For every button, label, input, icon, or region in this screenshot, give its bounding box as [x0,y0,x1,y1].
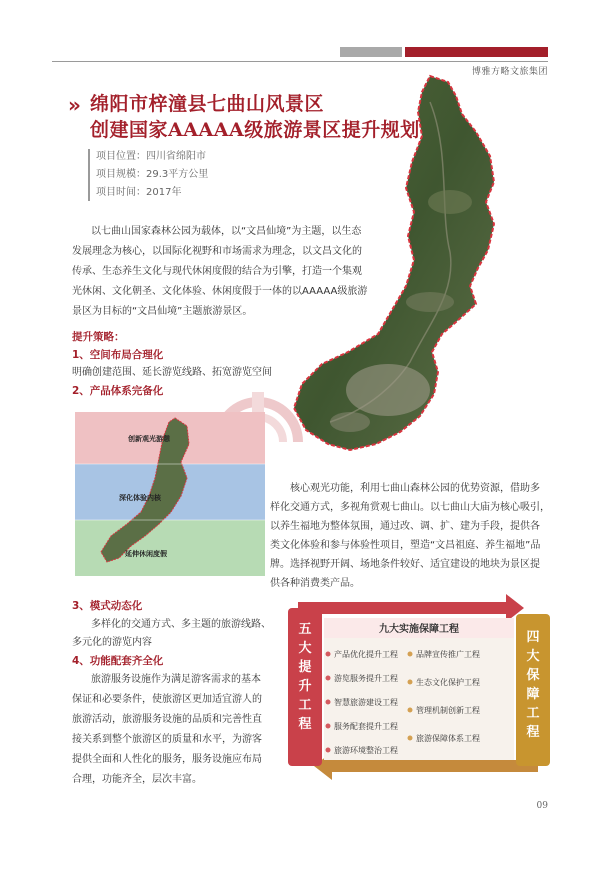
strategy-item-1-text: 明确创建范围、延长游览线路、拓宽游览空间 [72,367,272,378]
title-chevron-icon: » [68,93,81,117]
header-rule [52,61,548,62]
zone-label-innovation: 创新观光游憩 [128,435,170,443]
facility-line-1: 旅游服务设施作为满足游客需求的基本 [91,674,261,685]
page-title-line1: 绵阳市梓潼县七曲山风景区 [90,93,325,115]
project-brand-promotion: 品牌宣传推广工程 [416,650,480,659]
facility-line-3: 旅游活动，旅游服务设施的品质和完善性直 [72,714,262,725]
facility-title: 4、功能配套齐全化 [72,655,164,667]
project-smart-tourism: 智慧旅游建设工程 [334,698,398,707]
core-line-4: 类文化体验和参与体验性项目，塑造“文昌祖庭、养生福地”品 [270,540,541,551]
zone-planning-map [75,412,265,576]
meta-divider [88,149,90,201]
facility-line-6: 合理，功能齐全，层次丰富。 [72,774,202,785]
core-line-2: 样化交通方式，多视角赏观七曲山。以七曲山大庙为核心吸引， [270,502,550,513]
left-vertical-title: 五 大 提 升 工 程 [298,622,312,732]
intro-line-4: 光休闲、文化朝圣、文化体验、休闲度假于一体的以AAAAA级旅游 [72,286,368,297]
page-title-line2: 创建国家AAAAA级旅游景区提升规划 [90,119,420,141]
project-scale: 项目规模：29.3平方公里 [96,169,209,180]
facility-line-2: 保证和必要条件，使旅游区更加适宜游人的 [72,694,262,705]
core-line-5: 牌。选择视野开阔、场地条件较好、适宜建设的地块为景区提 [270,559,540,570]
zone-label-experience: 深化体验内核 [119,494,161,502]
zone-label-leisure: 延伸休闲度假 [125,550,167,558]
implementation-projects-diagram [288,592,550,782]
facility-line-5: 提供全面和人性化的服务，服务设施应布局 [72,754,262,765]
project-management: 管理机制创新工程 [416,706,480,715]
project-location: 项目位置：四川省绵阳市 [96,151,206,162]
intro-line-5: 景区为目标的“文昌仙境”主题旅游景区。 [72,306,253,317]
project-time: 项目时间：2017年 [96,187,182,198]
mode-line-2: 多元化的游览内容 [72,637,152,648]
company-name: 博雅方略文旅集团 [471,67,548,77]
project-guarantee-system: 旅游保障体系工程 [416,734,480,743]
intro-line-1: 以七曲山国家森林公园为载体，以“文昌仙境”为主题，以生态 [91,226,362,237]
diagram-top-title: 九大实施保障工程 [379,624,459,635]
core-line-1: 核心观光功能，利用七曲山森林公园的优势资源，借助多 [290,483,540,494]
facility-line-4: 接关系到整个旅游区的质量和水平，为游客 [72,734,262,745]
strategy-item-1-title: 1、空间布局合理化 [72,349,164,361]
strategy-heading: 提升策略： [72,331,125,343]
mode-line-1: 多样化的交通方式、多主题的旅游线路、 [91,619,271,630]
intro-line-3: 传承、生态养生文化与现代休闲度假的结合为引擎，打造一个集观 [72,266,362,277]
intro-line-2: 发展理念为核心，以国际化视野和市场需求为理念，以文昌文化的 [72,246,362,257]
page-number: 09 [536,801,548,811]
project-product-optimization: 产品优化提升工程 [334,650,398,659]
project-service-facility: 服务配套提升工程 [334,722,398,731]
header-bar-gray [340,47,402,57]
core-line-6: 供各种消费类产品。 [270,578,360,589]
project-environment: 旅游环境整治工程 [334,746,398,755]
project-eco-culture: 生态文化保护工程 [416,678,480,687]
strategy-item-2-title: 2、产品体系完备化 [72,385,164,397]
header-bar-red [405,47,548,57]
project-tour-service: 游览服务提升工程 [334,674,398,683]
core-line-3: 以养生福地为整体氛围，通过改、调、扩、建为手段，提供各 [270,521,540,532]
right-vertical-title: 四 大 保 障 工 程 [526,630,540,740]
mode-title: 3、模式动态化 [72,600,143,612]
